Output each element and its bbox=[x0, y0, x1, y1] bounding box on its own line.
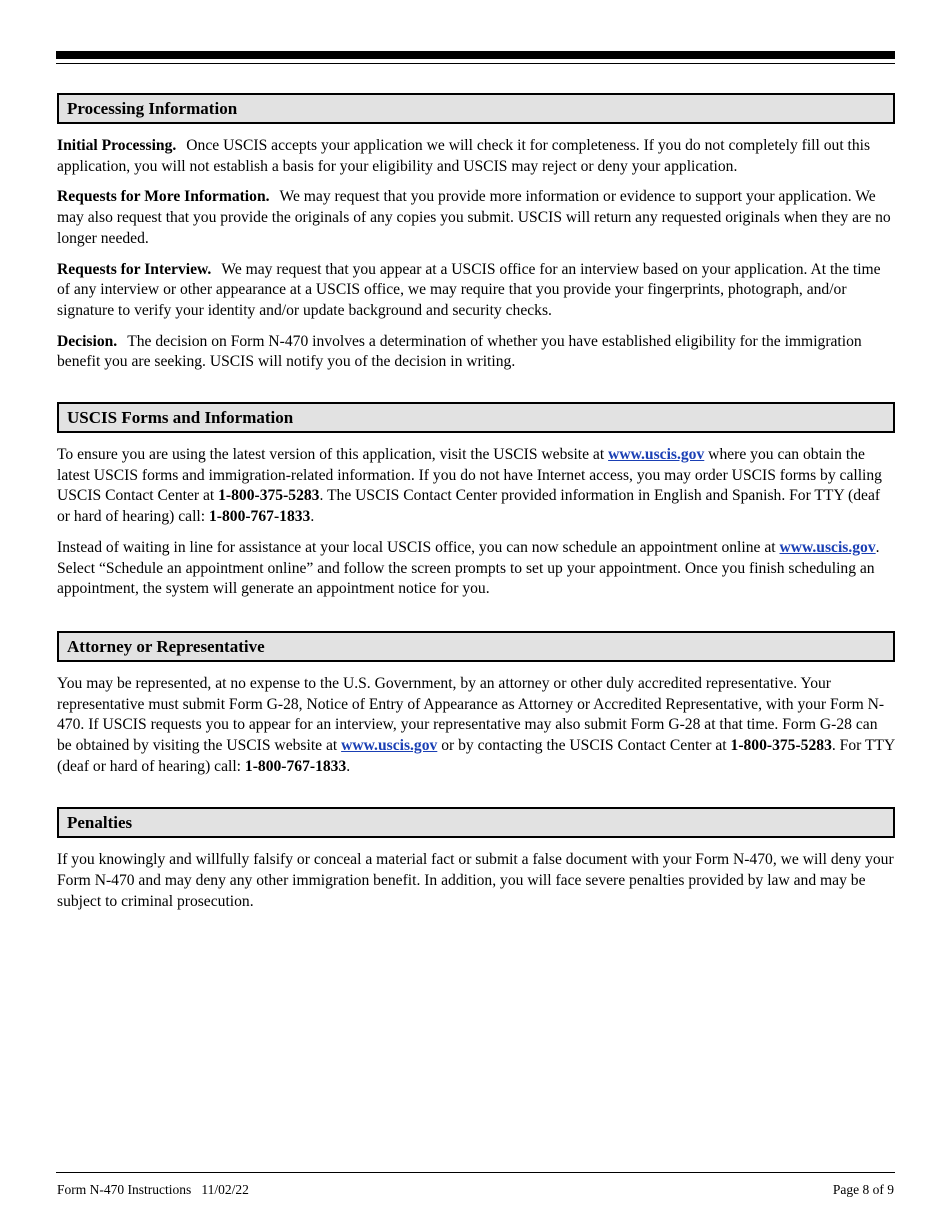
forms-text-2a: Instead of waiting in line for assistance at your local USCIS office, you can now schedule an appointment online at bbox=[57, 538, 780, 556]
paragraph-penalties: If you knowingly and willfully falsify or conceal a material fact or submit a false document with your Form N-470, we will deny your Form N-470 and may deny any other immigration benefit. In addition, you will face severe penalties provided by law and may be subject to criminal prosecution. bbox=[57, 851, 894, 910]
section-heading-processing: Processing Information bbox=[57, 93, 895, 124]
attorney-text-b: or by contacting the USCIS Contact Center at bbox=[437, 737, 731, 755]
section-heading-attorney: Attorney or Representative bbox=[57, 631, 895, 662]
label-requests-more-info: Requests for More Information. bbox=[57, 188, 270, 206]
label-initial-processing: Initial Processing. bbox=[57, 137, 177, 154]
forms-text-1b: where you can obtain the latest USCIS forms and immigration-related information. If you do not have Internet access, you may order USCIS forms by calling USCIS Contact Center at bbox=[57, 446, 882, 505]
section-heading-penalties: Penalties bbox=[57, 807, 895, 838]
text-requests-interview: We may request that you appear at a USCIS office for an interview based on your application. At the time of any interview or other appearance at a USCIS office, we may require that you provide your fingerprints, photograph, and/or signature to verify your identity and/or update background and security checks. bbox=[57, 260, 881, 319]
attorney-text-a: You may be represented, at no expense to the U.S. Government, by an attorney or other duly accredited representative. Your representative must submit Form G-28, Notice of Entry of Appearance as Attorney or Accredited Representative, with your Form N-470. If USCIS requests you to appear for an interview, your representative may also submit Form G-28 at that time. Form G-28 can be obtained by visiting the USCIS website at bbox=[57, 674, 885, 755]
header-thin-rule bbox=[56, 63, 895, 64]
footer-form-id bbox=[57, 1182, 249, 1198]
footer-form-name: Form N-470 Instructions bbox=[57, 1182, 192, 1197]
uscis-website-link[interactable]: www.uscis.gov bbox=[608, 446, 705, 464]
text-initial-processing: Once USCIS accepts your application we will check it for completeness. If you do not completely fill out this application, you will not establish a basis for your eligibility and USCIS may reject or deny your application. bbox=[57, 137, 871, 175]
forms-text-1c: . The USCIS Contact Center provided information in English and Spanish. For TTY (deaf or hard of hearing) call: bbox=[57, 487, 881, 526]
attorney-text-c: . For TTY (deaf or hard of hearing) call: bbox=[57, 737, 895, 775]
paragraph-initial-processing bbox=[57, 136, 895, 177]
text-requests-more-info: We may request that you provide more information or evidence to support your application. We may also request that you provide the originals of any copies you submit. USCIS will return any requested originals when they are no longer needed. bbox=[57, 188, 891, 247]
paragraph-requests-interview bbox=[57, 260, 895, 322]
forms-text-1d: . bbox=[310, 508, 315, 526]
paragraph-attorney bbox=[57, 674, 895, 778]
paragraph-forms-1 bbox=[57, 445, 895, 528]
forms-text-1a: To ensure you are using the latest version of this application, visit the USCIS website at bbox=[57, 446, 609, 464]
footer-rule bbox=[56, 1172, 895, 1173]
label-decision: Decision. bbox=[57, 332, 118, 350]
section-heading-forms: USCIS Forms and Information bbox=[57, 402, 895, 433]
attorney-text-d: . bbox=[346, 757, 351, 775]
contact-center-phone: 1-800-375-5283 bbox=[218, 487, 320, 505]
paragraph-requests-more-info bbox=[57, 187, 895, 249]
text-decision: The decision on Form N-470 involves a determination of whether you have established eligibility for the immigration benefit you are seeking. USCIS will notify you of the decision in writing. bbox=[57, 332, 862, 371]
label-requests-interview: Requests for Interview. bbox=[57, 260, 212, 278]
header-thick-rule bbox=[56, 51, 895, 59]
footer-edition-date: 11/02/22 bbox=[201, 1182, 249, 1197]
tty-phone: 1-800-767-1833 bbox=[208, 508, 311, 526]
document-body bbox=[57, 93, 895, 913]
attorney-contact-phone: 1-800-375-5283 bbox=[730, 737, 832, 755]
uscis-g28-link[interactable]: www.uscis.gov bbox=[341, 737, 438, 755]
uscis-appointment-link[interactable]: www.uscis.gov bbox=[779, 538, 876, 556]
paragraph-decision bbox=[57, 332, 895, 373]
attorney-tty-phone: 1-800-767-1833 bbox=[244, 757, 347, 775]
forms-text-2b: . Select “Schedule an appointment online” and follow the screen prompts to set up your appointment. Once you finish scheduling an appointment, the system will generate an appointment notice for you. bbox=[57, 538, 880, 598]
footer-page-number: Page 8 of 9 bbox=[832, 1182, 894, 1197]
paragraph-forms-2 bbox=[57, 538, 895, 600]
